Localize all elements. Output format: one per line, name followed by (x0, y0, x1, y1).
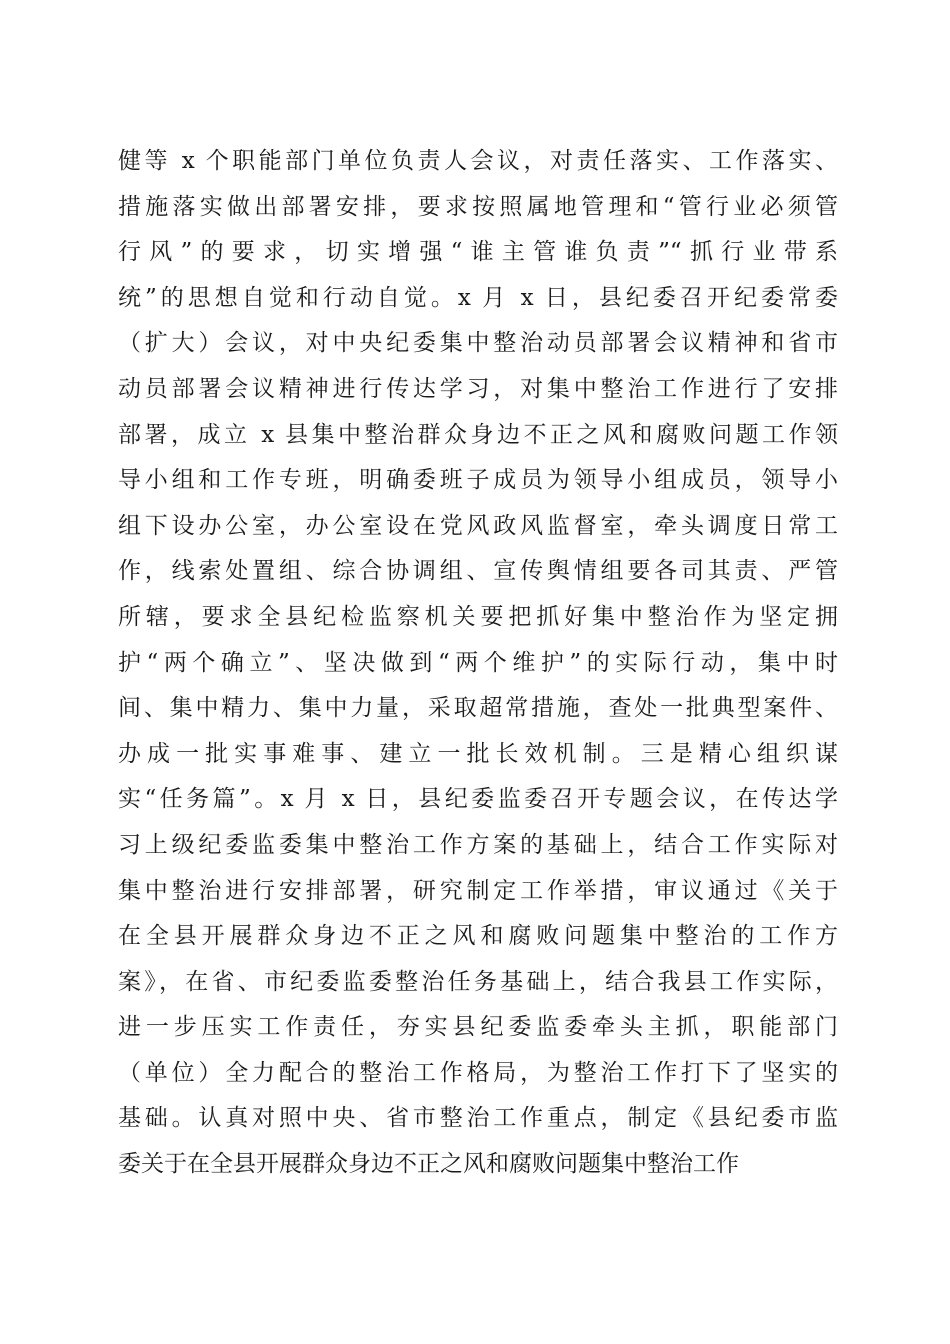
text-line: 措施落实做出部署安排，要求按照属地管理和“管行业必须管 (118, 193, 838, 220)
text-line: 动员部署会议精神进行传达学习，对集中整治工作进行了安排 (118, 375, 838, 402)
text-line: 办成一批实事难事、建立一批长效机制。三是精心组织谋 (118, 740, 838, 767)
body-paragraph (118, 139, 838, 1188)
text-line: 导小组和工作专班，明确委班子成员为领导小组成员，领导小 (118, 467, 838, 494)
text-line: 健等 x 个职能部门单位负责人会议，对责任落实、工作落实、 (118, 148, 838, 174)
text-line: （扩大）会议，对中央纪委集中整治动员部署会议精神和省市 (118, 330, 838, 357)
text-line: 所辖，要求全县纪检监察机关要把抓好集中整治作为坚定拥 (118, 603, 838, 630)
text-line: （单位）全力配合的整治工作格局，为整治工作打下了坚实的 (118, 1059, 838, 1086)
text-line: 案》，在省、市纪委监委整治任务基础上，结合我县工作实际， (118, 968, 838, 995)
text-line: 组下设办公室，办公室设在党风政风监督室，牵头调度日常工 (118, 512, 838, 539)
text-line: 基础。认真对照中央、省市整治工作重点，制定《县纪委市监 (118, 1105, 838, 1132)
text-line: 护“两个确立”、坚决做到“两个维护”的实际行动，集中时 (118, 649, 838, 676)
text-line: 集中整治进行安排部署，研究制定工作举措，审议通过《关于 (118, 877, 838, 904)
text-line: 在全县开展群众身边不正之风和腐败问题集中整治的工作方 (118, 923, 838, 950)
text-line: 部署，成立 x 县集中整治群众身边不正之风和腐败问题工作领 (118, 421, 838, 448)
text-line: 实“任务篇”。x 月 x 日，县纪委监委召开专题会议，在传达学 (118, 786, 838, 813)
text-line: 进一步压实工作责任，夯实县纪委监委牵头主抓，职能部门 (118, 1014, 838, 1041)
text-line: 委关于在全县开展群众身边不正之风和腐败问题集中整治工作 (118, 1151, 739, 1178)
text-line: 习上级纪委监委集中整治工作方案的基础上，结合工作实际对 (118, 831, 838, 858)
text-line: 统”的思想自觉和行动自觉。x 月 x 日，县纪委召开纪委常委 (118, 284, 838, 311)
text-line: 间、集中精力、集中力量，采取超常措施，查处一批典型案件、 (118, 695, 838, 722)
text-line: 作，线索处置组、综合协调组、宣传舆情组要各司其责、严管 (118, 558, 838, 585)
text-line: 行风”的要求，切实增强“谁主管谁负责”“抓行业带系 (118, 239, 838, 266)
